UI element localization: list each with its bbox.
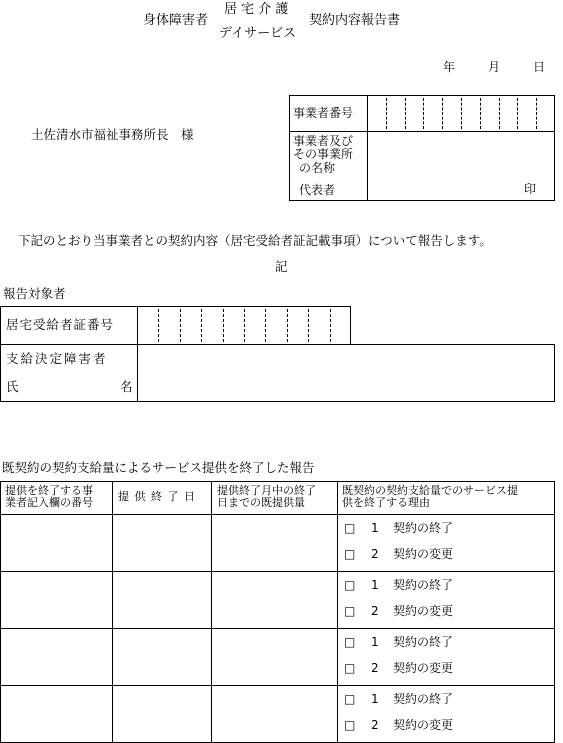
provider-number-digit-divider (461, 98, 462, 129)
title-suffix: 契約内容報告書 (309, 13, 401, 28)
row-divider-3 (0, 685, 555, 686)
reason-label: 契約の変更 (393, 547, 454, 561)
header-col3-line2: 日までの既提供量 (217, 496, 305, 509)
provider-row-divider (289, 131, 555, 132)
provider-name-field[interactable] (369, 133, 553, 173)
reason-number: 2 (371, 547, 379, 561)
reason-label: 契約の変更 (393, 718, 454, 732)
reason-number: 1 (371, 521, 379, 535)
col-divider-3 (337, 481, 338, 743)
date-day: 日 (533, 60, 546, 74)
provider-number-digit-divider (480, 98, 481, 129)
cert-number-digit-divider (201, 309, 202, 342)
recipient-name-label-2a: 氏 (6, 379, 19, 394)
cert-number-digit-divider (223, 309, 224, 342)
reason-label: 契約の終了 (393, 635, 454, 649)
recipient-name-label-1: 支給決定障害者 (6, 351, 108, 366)
row-divider-2 (0, 628, 555, 629)
provider-number-digit-divider (405, 98, 406, 129)
reason-number: 2 (371, 718, 379, 732)
date-year: 年 (443, 60, 456, 74)
provider-number-digit-divider (423, 98, 424, 129)
header-col1-line1: 提供を終了する事 (5, 484, 93, 497)
provider-number-digit-divider (386, 98, 387, 129)
title-lower: デイサービス (219, 26, 297, 41)
end-report-table (0, 481, 555, 743)
reason-checkbox[interactable]: □ (344, 661, 356, 675)
reason-label: 契約の終了 (393, 578, 454, 592)
cert-number-digit-divider (180, 309, 181, 342)
provider-number-label: 事業者番号 (293, 106, 354, 120)
header-col3-line1: 提供終了月中の終了 (217, 484, 316, 497)
end-section-heading: 既契約の契約支給量によるサービス提供を終了した報告 (2, 460, 315, 475)
row-divider-1 (0, 571, 555, 572)
date-month: 月 (488, 60, 501, 74)
provider-name-label-1: 事業者及び (293, 134, 354, 148)
provider-number-digit-divider (442, 98, 443, 129)
provider-number-digit-divider (536, 98, 537, 129)
cert-number-digit-divider (265, 309, 266, 342)
provider-rep-label: 代表者 (299, 183, 336, 197)
recipient-name-label-2b: 名 (120, 379, 133, 394)
header-col4-line1: 既契約の契約支給量でのサービス提 (342, 484, 518, 497)
col-divider-2 (211, 481, 212, 743)
reason-checkbox[interactable]: □ (344, 718, 356, 732)
cert-number-digit-divider (158, 309, 159, 342)
cert-number-label: 居宅受給者証番号 (6, 317, 115, 332)
header-col1-line2: 業者記入欄の番号 (5, 496, 93, 509)
recipient-name-field[interactable] (139, 346, 553, 400)
reason-label: 契約の変更 (393, 661, 454, 675)
provider-number-digit-divider (499, 98, 500, 129)
seal-mark: 印 (524, 182, 537, 196)
reason-checkbox[interactable]: □ (344, 692, 356, 706)
reason-number: 1 (371, 578, 379, 592)
reason-number: 1 (371, 635, 379, 649)
reason-number: 2 (371, 661, 379, 675)
provider-number-digit-divider (517, 98, 518, 129)
cert-number-digit-divider (308, 309, 309, 342)
reason-label: 契約の終了 (393, 692, 454, 706)
provider-label-divider (367, 95, 368, 201)
reason-number: 2 (371, 604, 379, 618)
reason-label: 契約の終了 (393, 521, 454, 535)
reason-checkbox[interactable]: □ (344, 604, 356, 618)
reason-number: 1 (371, 692, 379, 706)
reason-checkbox[interactable]: □ (344, 521, 356, 535)
ki-mark: 記 (275, 259, 288, 274)
addressee: 土佐清水市福祉事務所長 様 (31, 127, 194, 142)
recipient-label-divider (137, 344, 138, 402)
provider-name-label-3: の名称 (299, 161, 336, 175)
title-prefix: 身体障害者 (143, 13, 209, 28)
reason-checkbox[interactable]: □ (344, 578, 356, 592)
header-col2: 提 供 終 了 日 (118, 490, 196, 503)
reason-checkbox[interactable]: □ (344, 635, 356, 649)
reason-checkbox[interactable]: □ (344, 547, 356, 561)
provider-name-label-2: その事業所 (293, 147, 354, 161)
reason-label: 契約の変更 (393, 604, 454, 618)
col-divider-1 (112, 481, 113, 743)
cert-number-digit-divider (287, 309, 288, 342)
target-heading: 報告対象者 (3, 286, 66, 301)
header-col4-line2: 供を終了する理由 (342, 496, 430, 509)
cert-number-digit-divider (244, 309, 245, 342)
cert-number-digit-divider (330, 309, 331, 342)
header-divider (0, 514, 555, 515)
cert-label-divider (137, 306, 138, 345)
title-upper: 居 宅 介 護 (224, 2, 289, 17)
intro-text: 下記のとおり当事業者との契約内容（居宅受給者証記載事項）について報告します。 (18, 233, 492, 248)
